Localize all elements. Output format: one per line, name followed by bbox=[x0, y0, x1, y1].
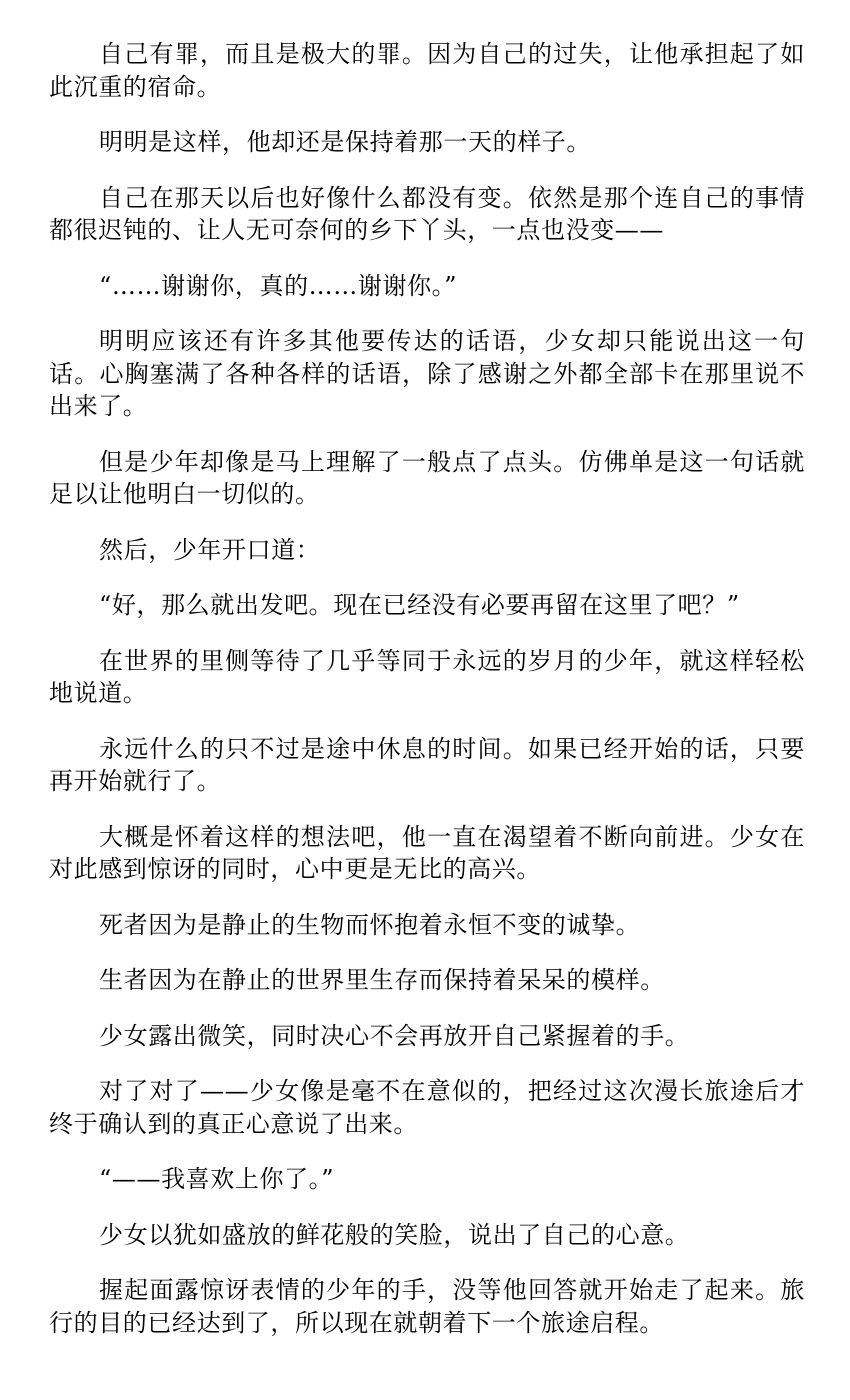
paragraph: 永远什么的只不过是途中休息的时间。如果已经开始的话，只要再开始就行了。 bbox=[49, 734, 805, 795]
paragraph: 死者因为是静止的生物而怀抱着永恒不变的诚挚。 bbox=[99, 910, 641, 939]
paragraph: 生者因为在静止的世界里生存而保持着呆呆的模样。 bbox=[99, 966, 665, 994]
dialogue-paragraph: “——我喜欢上你了。” bbox=[99, 1165, 335, 1193]
paragraph: 少女露出微笑，同时决心不会再放开自己紧握着的手。 bbox=[99, 1021, 690, 1050]
paragraph: 少女以犹如盛放的鲜花般的笑脸，说出了自己的心意。 bbox=[99, 1220, 690, 1249]
paragraph: 明明是这样，他却还是保持着那一天的样子。 bbox=[99, 128, 591, 156]
paragraph: 握起面露惊讶表情的少年的手，没等他回答就开始走了起来。旅行的目的已经达到了，所以现在就朝着下一个旅途启程。 bbox=[49, 1276, 805, 1337]
paragraph: 自己在那天以后也好像什么都没有变。依然是那个连自己的事情都很迟钝的、让人无可奈何的乡下丫头，一点也没变—— bbox=[49, 183, 805, 244]
paragraph: 明明应该还有许多其他要传达的话语，少女却只能说出这一句话。心胸塞满了各种各样的话语，除了感谢之外都全部卡在那里说不出来了。 bbox=[49, 327, 805, 420]
paragraph: 但是少年却像是马上理解了一般点了点头。仿佛单是这一句话就足以让他明白一切似的。 bbox=[49, 447, 805, 508]
paragraph: 大概是怀着这样的想法吧，他一直在渴望着不断向前进。少女在对此感到惊讶的同时，心中更是无比的高兴。 bbox=[49, 822, 805, 883]
paragraph: 自己有罪，而且是极大的罪。因为自己的过失，让他承担起了如此沉重的宿命。 bbox=[49, 40, 805, 101]
dialogue-paragraph: “……谢谢你，真的……谢谢你。” bbox=[99, 271, 458, 300]
paragraph: 在世界的里侧等待了几乎等同于永远的岁月的少年，就这样轻松地说道。 bbox=[49, 646, 805, 707]
document-page bbox=[49, 38, 805, 1339]
paragraph: 然后，少年开口道： bbox=[99, 535, 321, 564]
paragraph: 对了对了——少女像是毫不在意似的，把经过这次漫长旅途后才终于确认到的真正心意说了出来。 bbox=[49, 1077, 805, 1138]
dialogue-paragraph: “好，那么就出发吧。现在已经没有必要再留在这里了吧？” bbox=[99, 591, 740, 619]
